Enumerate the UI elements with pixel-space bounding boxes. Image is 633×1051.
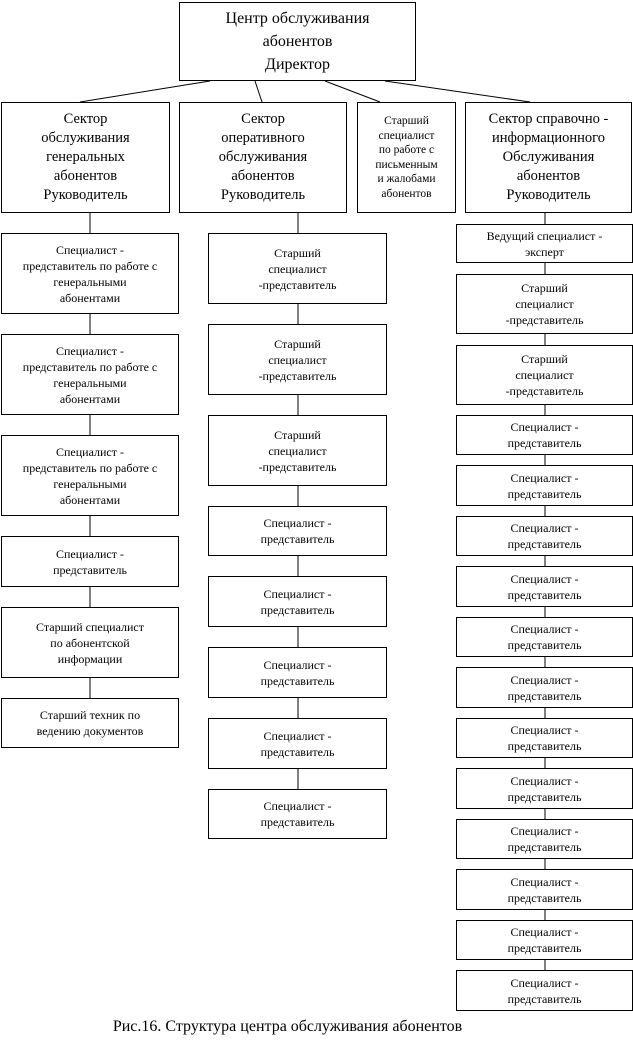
col1-node: Специалист - представитель по работе с генеральными абонентами [1, 233, 179, 314]
col2-node: Специалист - представитель [208, 789, 387, 839]
col4-node: Специалист - представитель [456, 768, 633, 809]
col4-node: Специалист - представитель [456, 465, 633, 506]
col4-node: Специалист - представитель [456, 819, 633, 859]
col4-node: Специалист - представитель [456, 566, 633, 607]
col4-node: Ведущий специалист - эксперт [456, 224, 633, 263]
col1-node: Специалист - представитель по работе с генеральными абонентами [1, 435, 179, 516]
sector-operational-service-head: Сектор оперативного обслуживания абонентов Руководитель [179, 102, 347, 213]
senior-specialist-complaints-box: Старший специалист по работе с письменным и жалобами абонентов [357, 102, 456, 213]
col4-node: Специалист - представитель [456, 516, 633, 556]
col2-node: Специалист - представитель [208, 576, 387, 627]
col1-node: Специалист - представитель [1, 536, 179, 587]
director-box: Центр обслуживания абонентов Директор [179, 2, 416, 81]
col4-node: Специалист - представитель [456, 617, 633, 657]
col4-node: Специалист - представитель [456, 970, 633, 1011]
col4-node: Специалист - представитель [456, 869, 633, 910]
col4-node: Старший специалист -представитель [456, 274, 633, 334]
col4-node: Специалист - представитель [456, 415, 633, 455]
col1-node: Специалист - представитель по работе с генеральными абонентами [1, 334, 179, 415]
sector-reference-information-head: Сектор справочно - информационного Обслуживания абонентов Руководитель [465, 102, 632, 213]
col2-node: Старший специалист -представитель [208, 415, 387, 486]
col2-node: Специалист - представитель [208, 647, 387, 698]
figure-caption: Рис.16. Структура центра обслуживания абонентов [112, 1018, 463, 1035]
col4-node: Специалист - представитель [456, 718, 633, 758]
col2-node: Специалист - представитель [208, 506, 387, 556]
sector-general-subscribers-head: Сектор обслуживания генеральных абонентов Руководитель [1, 102, 170, 213]
col2-node: Специалист - представитель [208, 718, 387, 769]
col4-node: Специалист - представитель [456, 667, 633, 708]
col1-node: Старший специалист по абонентской информации [1, 607, 179, 678]
col4-node: Специалист - представитель [456, 920, 633, 960]
col2-node: Старший специалист -представитель [208, 324, 387, 395]
col2-node: Старший специалист -представитель [208, 233, 387, 304]
col4-node: Старший специалист -представитель [456, 345, 633, 405]
col1-node: Старший техник по ведению документов [1, 698, 179, 748]
